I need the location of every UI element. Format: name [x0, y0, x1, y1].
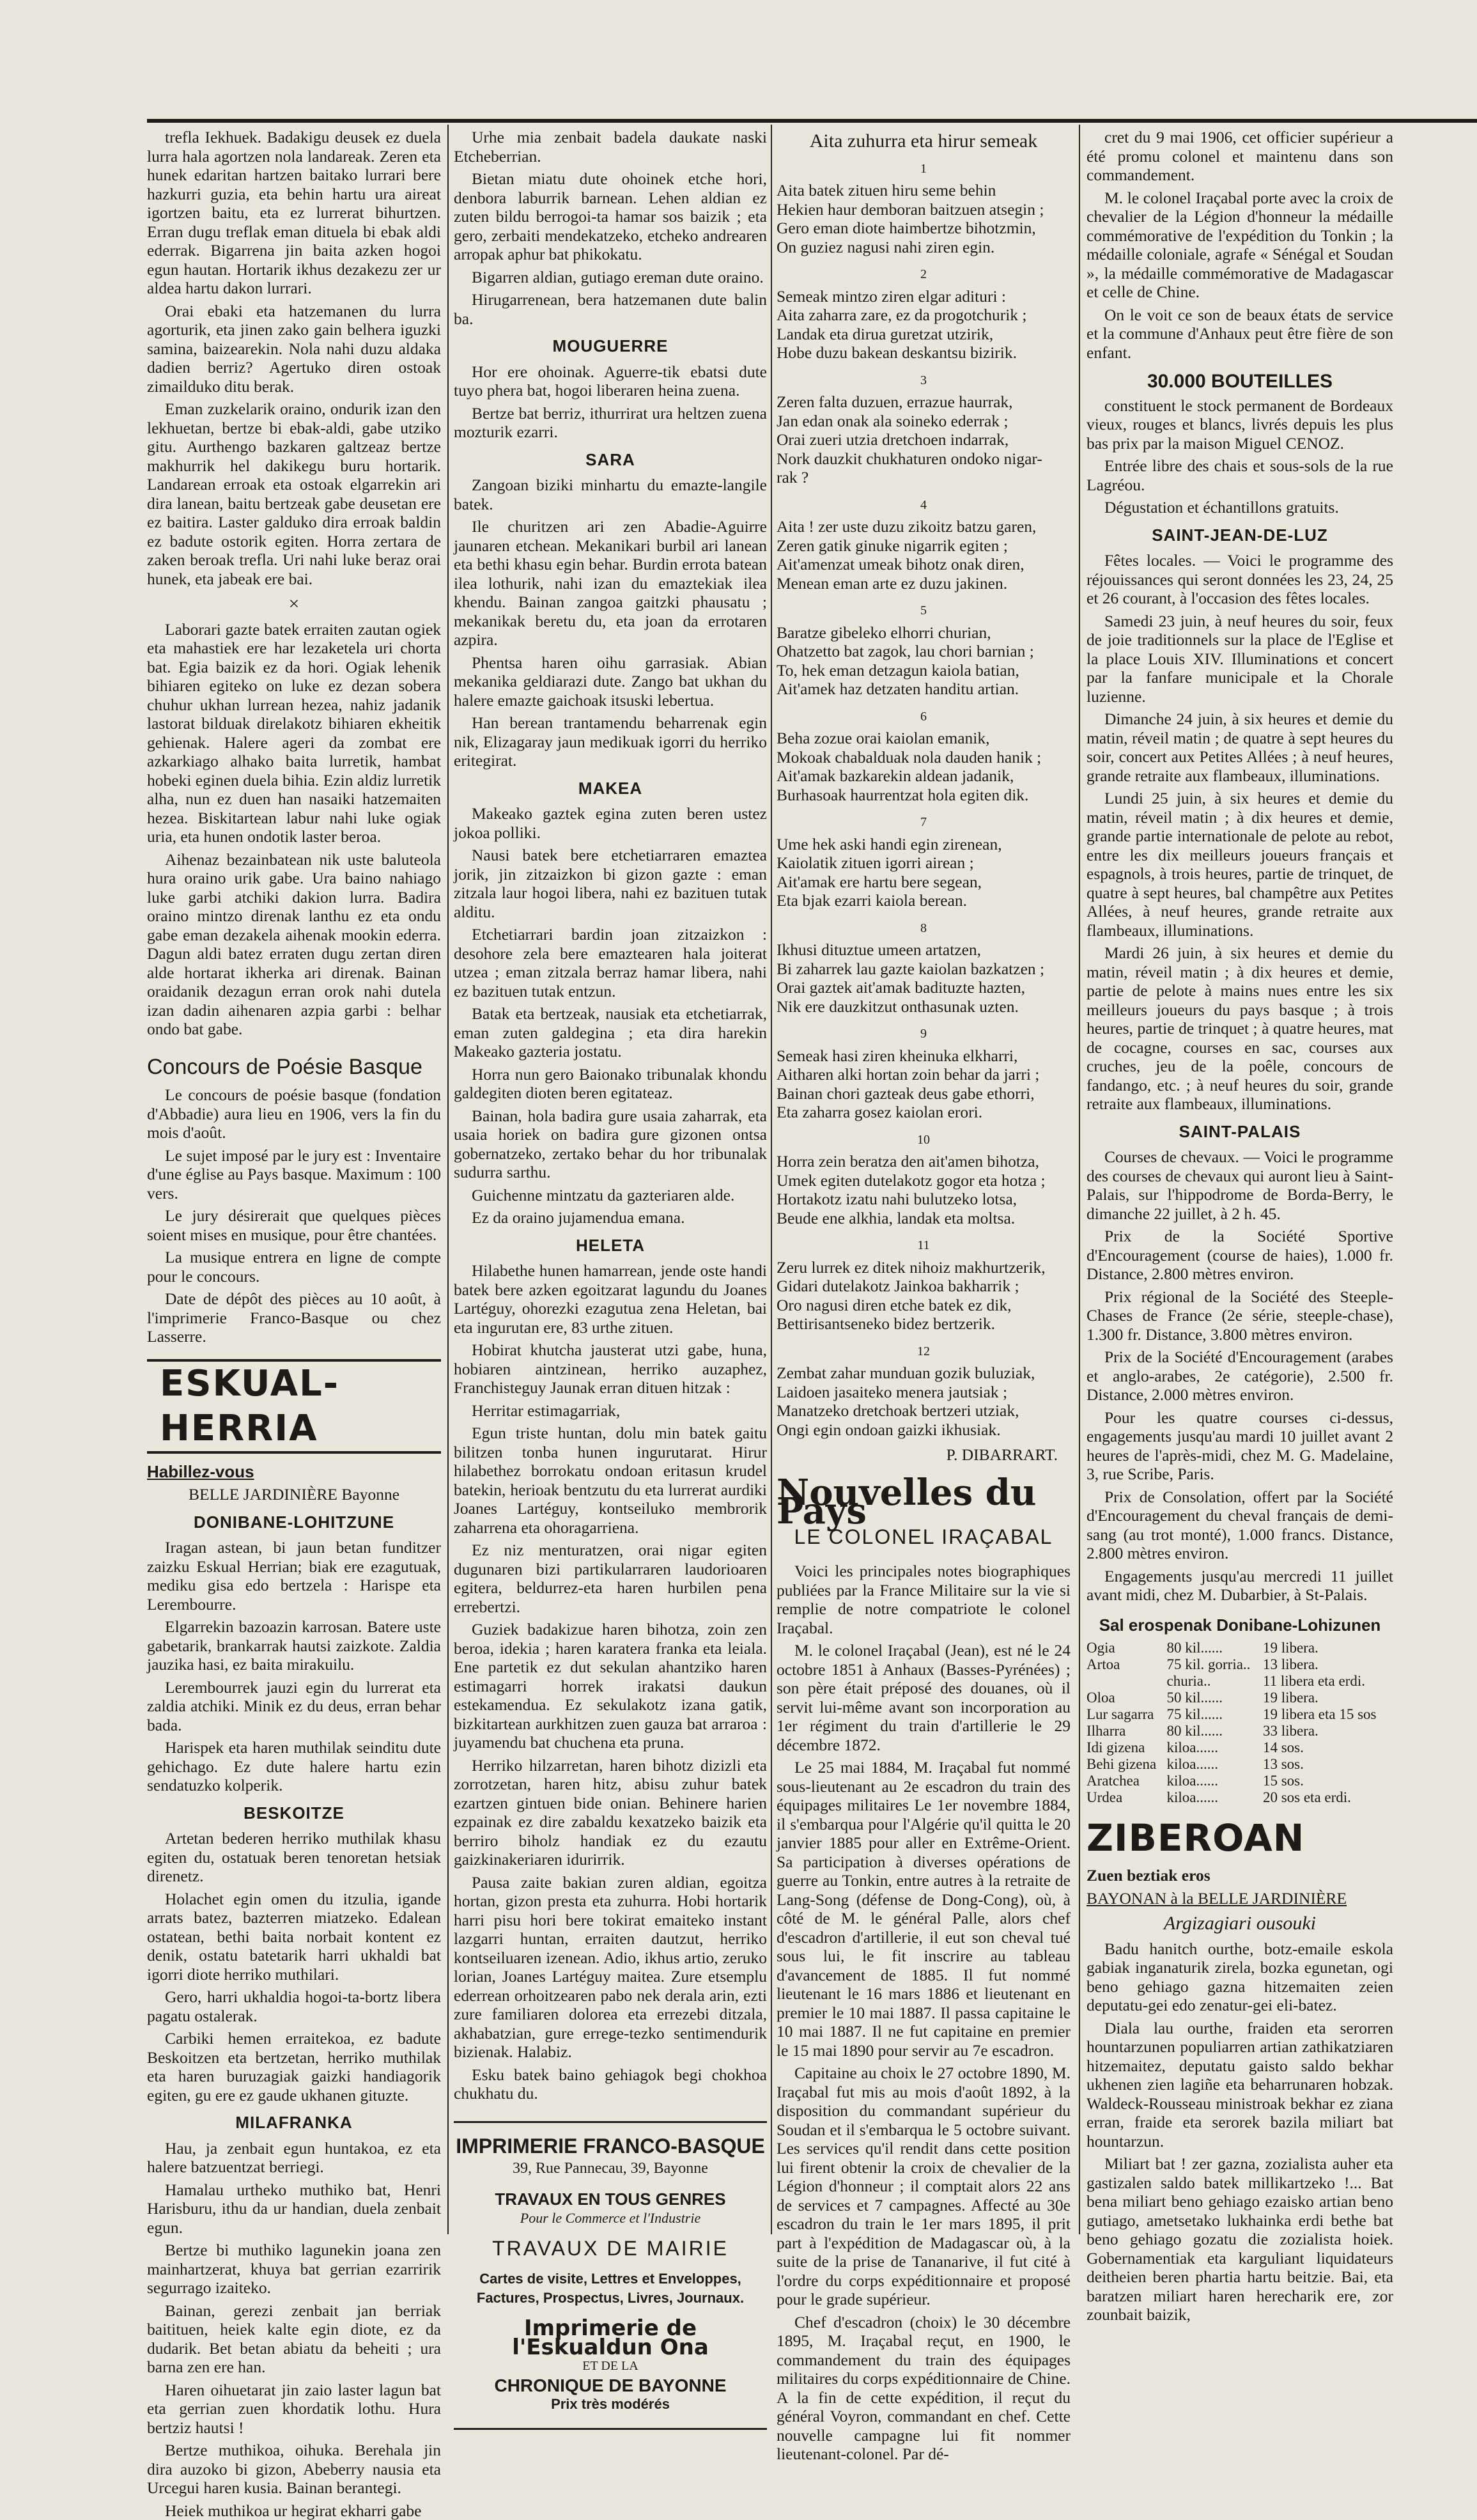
price-cell: 15 sos. — [1263, 1773, 1393, 1789]
poem-line: Beude ene alkhia, landak eta moltsa. — [777, 1209, 1071, 1228]
poem-line: Ume hek aski handi egin zirenean, — [777, 835, 1071, 854]
paragraph: Prix régional de la Société des Steeple-Chases de France (2e série, steeple-chase), 1.300 fr. Distance, 3.800 mètres environ. — [1086, 1287, 1393, 1344]
saint-palais-text — [1086, 1147, 1393, 1605]
price-cell: 19 libera. — [1263, 1690, 1393, 1706]
paragraph: Hor ere ohoinak. Aguerre-tik ebatsi dute tuyo phera bat, hogoi liberaren heina zuena. — [454, 362, 767, 400]
paragraph: On le voit ce son de beaux états de service et la commune d'Anhaux peut être fière de son enfant. — [1086, 306, 1393, 362]
price-cell: 19 libera eta 15 sos — [1263, 1706, 1393, 1723]
paragraph: Nausi batek bere etchetiarraren emaztea jorik, jin zitzaizkon bi gizon gazte : eman zitzala laur hogoi libera, nahi ez bazituen tutak alditu. — [454, 846, 767, 921]
poem-line: Ohatzetto bat zagok, lau chori barnian ; — [777, 642, 1071, 661]
poem-line: Ait'amek haz detzaten handitu artian. — [777, 680, 1071, 699]
poem-line: Bainan chori gazteak deus gabe ethorri, — [777, 1084, 1071, 1103]
poem-line: Gero eman diote haimbertze bihotzmin, — [777, 219, 1071, 238]
eskual-herria-masthead: ESKUAL-HERRIA — [147, 1359, 441, 1454]
paragraph: Engagements jusqu'au mercredi 11 juillet avant midi, chez M. Dubarbier, à St-Palais. — [1086, 1567, 1393, 1605]
makea-text — [454, 804, 767, 1227]
ad-address: 39, Rue Pannecau, 39, Bayonne — [454, 2159, 767, 2179]
saint-jean-de-luz-text — [1086, 551, 1393, 1114]
section-separator: × — [147, 595, 441, 614]
paragraph: Herriko hilzarretan, haren bihotz dizizli eta zorrotzetan, haren hitz, abisu zuhur batek ezartzen gintuen bide onian. Behinere harien ezpainak ez dire zabaldu kexatzeko baizik eta berriro biholz handiak ez du ezautu gaizkinakeriaren idurirrik. — [454, 1756, 767, 1869]
paragraph: Diala lau ourthe, fraiden eta serorren hountarzunen populiarren artian zathikatziaren hitzemaitez, deputatu gaisto saldo bekhar ukhenen zien lagiñe eta beharrunaren hobzak. Waldeck-Rousseau ministroak bekhar ez ziana erran, fraide eta serorek bazila miliart bat hountarzun. — [1086, 2019, 1393, 2151]
price-row — [1086, 1773, 1393, 1789]
poem — [777, 160, 1071, 1440]
paragraph: Voici les principales notes biographiques publiées par la France Militaire sur la vie si remplie de notre compatriote le colonel Iraçabal. — [777, 1562, 1071, 1637]
poem-line: Semeak hasi ziren kheinuka elkharri, — [777, 1046, 1071, 1066]
section-title-makea: MAKEA — [454, 779, 767, 798]
poem-line: Mokoak chabalduak nola dauden hanik ; — [777, 748, 1071, 767]
paragraph: Artetan bederen herriko muthilak khasu egiten du, ostatuak beren tenoretan hetsiak direnetz. — [147, 1829, 441, 1886]
poem-title: Aita zuhurra eta hirur semeak — [777, 132, 1071, 151]
paragraph: Bertze muthikoa, oihuka. Berehala jin dira auzoko bi gizon, Abeberry nausia eta Urcegui haren kusia. Bainan berantegi. — [147, 2441, 441, 2498]
top-rule — [147, 119, 1477, 123]
paragraph: Urhe mia zenbait badela daukate naski Etcheberrian. — [454, 128, 767, 166]
stanza-number: 9 — [777, 1025, 1071, 1044]
poem-line: Aitharen alki hortan zoin behar da jarri ; — [777, 1065, 1071, 1084]
bouteilles-heading: 30.000 BOUTEILLES — [1086, 372, 1393, 391]
poem-line: Orai gaztek ait'amak badituzte hazten, — [777, 978, 1071, 997]
paragraph: Herritar estimagarriak, — [454, 1401, 767, 1420]
price-cell: 19 libera. — [1263, 1640, 1393, 1656]
poem-line: Nik ere dauzkitzut onthasunak uzten. — [777, 997, 1071, 1016]
stanza-number: 4 — [777, 496, 1071, 515]
paragraph: Phentsa haren oihu garrasiak. Abian mekanika geldiarazi dute. Zango bat ukhan du halere emazte gaichoak itsuski lebertua. — [454, 653, 767, 710]
section-title-mouguerre: MOUGUERRE — [454, 337, 767, 356]
price-cell: Ilharra — [1086, 1723, 1166, 1739]
paragraph: Le 25 mai 1884, M. Iraçabal fut nommé sous-lieutenant au 2e escadron du train des équipages militaires Le 1er novembre 1884, il s'embarqua pour l'Algérie qu'il quitta le 20 janvier 1885 pour aller en Extrême-Orient. Sa participation à diverses opérations de guerre au Tonkin, entre autres à la retraite de Lang-Song (défense de Dong-Cong), où, à côté de M. le général Palle, alors chef d'escadron d'artillerie, il eut son cheval tué sous lui, le fit inscrire au tableau d'avancement de 1885. Il fut nommé lieutenant le 16 mars 1886 et lieutenant en premier le 10 mai 1887. Il passa capitaine le 10 mai 1887. Il ne fut capitaine en premier le 15 mai 1890 pour servir au 7e escadron. — [777, 1758, 1071, 2060]
paragraph: Hilabethe hunen hamarrean, jende oste handi batek bere azken egoitzarat lagundu du Joanes Lartéguy, ohorezki ezagutua zena Heletan, bai eta ingurutan ere, 83 urthe zituen. — [454, 1261, 767, 1337]
mouguerre-text — [454, 362, 767, 442]
price-cell: 13 sos. — [1263, 1756, 1393, 1773]
price-cell: kiloa...... — [1166, 1756, 1262, 1773]
poem-line: Ait'amak bazkarekin aldean jadanik, — [777, 766, 1071, 786]
poem-line: Eta bjak ezarri kaiola berean. — [777, 891, 1071, 910]
paragraph: Gero, harri ukhaldia hogoi-ta-bortz libera pagatu ostalerak. — [147, 1987, 441, 2025]
poem-line: Ongi egin ondoan gaizki ikhusiak. — [777, 1420, 1071, 1440]
poem-line: Ait'amak ere hartu bere segean, — [777, 873, 1071, 892]
paragraph: Hobirat khutcha jausterat utzi gabe, huna, hobiaren aintzinean, herriko auzaphez, Franchisteguy Jaunak erran dituen hitzak : — [454, 1341, 767, 1397]
article-text — [147, 620, 441, 1039]
price-row — [1086, 1690, 1393, 1706]
poem-line: Umek egiten dutelakotz gogor eta hotza ; — [777, 1171, 1071, 1190]
ad-mairie: TRAVAUX DE MAIRIE — [454, 2239, 767, 2259]
price-row — [1086, 1723, 1393, 1739]
price-row — [1086, 1756, 1393, 1773]
poem-line: Manatzeko dretchoak bertzeri utziak, — [777, 1401, 1071, 1420]
stanza-number: 10 — [777, 1131, 1071, 1150]
ziberoan-store-line: BAYONAN à la BELLE JARDINIÈRE — [1086, 1889, 1393, 1908]
paragraph: Hirugarrenean, bera hatzemanen dute balin ba. — [454, 290, 767, 328]
colonel-text — [777, 1562, 1071, 2464]
paragraph: Guziek badakizue haren bihotza, zoin zen beroa, idekia ; haren karatera franka eta leiala. Ene partetik ez dut sekulan ahantziko haren estimagarri horrek irakatsi daukun estekamendua. Ez sekulakotz izana gatik, bizkitartean aurkhitzen zuen gauza bat arraroa : juyamendu bat chuchena eta pruna. — [454, 1620, 767, 1752]
poem-line: Aita zaharra zare, ez da progotchurik ; — [777, 306, 1071, 325]
paragraph: Holachet egin omen du itzulia, igande arrats batez, bazterren miatzeko. Edalean ostatean, bethi baita norbait kontent ez denik, ostatu batetarik harri ukhaldi bat igorri diote herriko muthilari. — [147, 1890, 441, 1984]
section-title-beskoitze: BESKOITZE — [147, 1804, 441, 1823]
ad-cartes: Cartes de visite, Lettres et Enveloppes, Factures, Prospectus, Livres, Journaux. — [454, 2269, 767, 2308]
price-cell: 50 kil...... — [1166, 1690, 1262, 1706]
paragraph: Hamalau urtheko muthiko bat, Henri Harisburu, ithu da ur handian, duela zenbait egun. — [147, 2181, 441, 2237]
paragraph: Pausa zaite bakian zuren aldian, egoitza hortan, gizon presta eta zuhurra. Hobi hortarik harri pisu hori bere tokirat emaiteko instant lazgarri huntan, erraiten dautzut, herriko kontseiluaren izenean. Adio, ikhus artio, zeruko lorian, Joanes Lartéguy maitea. Zure etsemplu ederrean orhoitzearen pabo nek derala arin, ezti zure familiaren dolorea eta errezebi ditzala, akhabatzian, gure errege-tezko sentimendurik bizienak. Halabiz. — [454, 1873, 767, 2062]
poem-signature: P. DIBARRART. — [789, 1445, 1058, 1465]
stanza-number: 12 — [777, 1342, 1071, 1362]
column-4 — [1086, 128, 1393, 2231]
price-cell: 80 kil...... — [1166, 1723, 1262, 1739]
paragraph: Bigarren aldian, gutiago ereman dute oraino. — [454, 268, 767, 287]
concours-heading: Concours de Poésie Basque — [147, 1058, 441, 1077]
market-prices-heading: Sal erospenak Donibane-Lohizunen — [1086, 1616, 1393, 1635]
section-title-saint-palais: SAINT-PALAIS — [1086, 1123, 1393, 1142]
article-text — [454, 128, 767, 328]
poem-line: Burhasoak haurrentzat hola egiten dik. — [777, 786, 1071, 805]
ziberoan-masthead: ZIBEROAN — [1086, 1815, 1393, 1861]
stanza-number: 3 — [777, 371, 1071, 391]
ad-eskualdun: Imprimerie de l'Eskualdun Ona — [454, 2319, 767, 2357]
poem-line: Kaiolatik zituen igorri airean ; — [777, 853, 1071, 873]
price-cell: 20 sos eta erdi. — [1263, 1789, 1393, 1806]
argizagi-heading: Argizagiari ousouki — [1086, 1914, 1393, 1933]
paragraph: Pour les quatre courses ci-dessus, engagements jusqu'au mardi 10 juillet avant 2 heures de l'après-midi, chez M. G. Madelaine, 3, rue Scribe, Paris. — [1086, 1408, 1393, 1484]
paragraph: cret du 9 mai 1906, cet officier supérieur a été promu colonel et maintenu dans son commandement. — [1086, 128, 1393, 185]
sara-text — [454, 476, 767, 770]
paragraph: Orai ebaki eta hatzemanen du lurra agorturik, eta jinen zako gain belhera iguzki samina, baizearekin. Nola nahi duzu aldaka dadien berriz? Agertuko diren ostoak zimailduko ditu berak. — [147, 302, 441, 396]
paragraph: Entrée libre des chais et sous-sols de la rue Lagréou. — [1086, 456, 1393, 494]
paragraph: Laborari gazte batek erraiten zautan ogiek eta mahastiek ere har lezaketela uri chorta bat. Egia baizik ez da hori. Ogiak lehenik bihiaren egiteko on luke ez dezan sobera chuhur ukhan lurrean hezea, nahiz jadanik lastorat bilduak direlakotz bihiaren ekheitik gehienak. Halere ageri da zombat ere azkarkiago alhako baita lurretik, hambat hobeki eginen duela bihia. Ezin aldiz lurretik alha, nun ez duen han nasaiki hatzemaiten hezea. Biskitartean labur nahi luke ogiak uria, eta hunen ondotik laster beroa. — [147, 620, 441, 846]
section-title-sara: SARA — [454, 451, 767, 470]
imprimerie-advertisement — [454, 2121, 767, 2430]
price-cell: 33 libera. — [1263, 1723, 1393, 1739]
belle-jardiniere-line: BELLE JARDINIÈRE Bayonne — [147, 1485, 441, 1504]
price-row — [1086, 1706, 1393, 1723]
poem-line: Hobe duzu bakean deskantsu bizirik. — [777, 343, 1071, 362]
price-cell: kiloa...... — [1166, 1789, 1262, 1806]
poem-line: Zeru lurrek ez ditek nihoiz makhurtzerik, — [777, 1258, 1071, 1277]
paragraph: Haren oihuetarat jin zaio laster lagun bat eta gerrian zuen khordatik lothu. Hura bertziz hautsi ! — [147, 2381, 441, 2438]
stanza-number: 5 — [777, 602, 1071, 621]
ad-travaux: TRAVAUX EN TOUS GENRES — [454, 2190, 767, 2209]
poem-line: Hortakotz izatu nahi bulutzeko lotsa, — [777, 1190, 1071, 1209]
price-row — [1086, 1673, 1393, 1690]
ziberoan-text — [1086, 1940, 1393, 2324]
paragraph: Bertze bat berriz, ithurrirat ura heltzen zuena mozturik ezarri. — [454, 404, 767, 442]
paragraph: Egun triste huntan, dolu min batek gaitu bilitzen tonba hunen ingurutarat. Hirur hilabethez borrokatu ondoan eritasun krudel batekin, herioak bentzutu du eta lurrerat aurdiki Joanes Lartéguy, kontseiluko membrorik zaharrena eta ohoragarriena. — [454, 1424, 767, 1537]
paragraph: Elgarrekin bazoazin karrosan. Batere uste gabetarik, brankarrak hautsi zaizkote. Zaldia jauzika hasi, ez baita mirakuilu. — [147, 1617, 441, 1674]
section-title-saint-jean-de-luz: SAINT-JEAN-DE-LUZ — [1086, 526, 1393, 545]
column-divider — [1079, 125, 1080, 2234]
poem-line: Aita batek zituen hiru seme behin — [777, 181, 1071, 200]
paragraph: Etchetiarrari bardin joan zitzaizkon : desohore zela bere emaztearen hala joiterat utzea ; eman zitzala berraz hamar libera, nahi ez bazituen tutak entzun. — [454, 925, 767, 1000]
paragraph: Miliart bat ! zer gazna, zozialista auher eta gastizalen saldo batek millikartzeko !... Bat bena miliart beno gehiago ezaisko artian beno gutiago, ametsetako lukhainka erdi bethe bat beno gehiago gozatu die zozialista hoiek. Gobernamentiak eta karguliant liquidateurs deitheien beren phartia hartu beitzie. Bai, eta baratzen miliart haren herecharik ere, zor zounbait baizik, — [1086, 2154, 1393, 2324]
paragraph: Bietan miatu dute ohoinek etche hori, denbora laburrik barnean. Lehen aldian ez zuten bildu berrogoi-ta hamar sos baizik ; eta gero, zerbaiti mendekatzeko, etcheko andrearen arropak aphur bat phikokatu. — [454, 169, 767, 264]
section-title-heleta: HELETA — [454, 1236, 767, 1256]
poem-line: To, hek eman detzagun kaiola batian, — [777, 661, 1071, 680]
poem-line: Bi zaharrek lau gazte kaiolan bazkatzen ; — [777, 960, 1071, 979]
paragraph: Ez niz menturatzen, orai nigar egiten dugunaren bizi partikularraren laudorioaren egitera, beldurrez-eta haren hurbilen pena errebertzi. — [454, 1541, 767, 1616]
price-cell: Urdea — [1086, 1789, 1166, 1806]
habillez-vous: Habillez-vous — [147, 1463, 441, 1482]
price-row — [1086, 1739, 1393, 1756]
paragraph: Batak eta bertzeak, nausiak eta etchetiarrak, eman zuten galdegina ; eta dira harekin Makeako gazteria jostatu. — [454, 1004, 767, 1061]
concours-text — [147, 1085, 441, 1346]
paragraph: Date de dépôt des pièces au 10 août, à l'imprimerie Franco-Basque ou chez Lasserre. — [147, 1289, 441, 1346]
paragraph: Badu hanitch ourthe, botz-emaile eskola gabiak inganaturik zirela, bozka egunetan, ogi beno gehiago gazna hitzemaiten zeien deputatu-gei edo zenatur-gei eli-batez. — [1086, 1940, 1393, 2015]
donibane-text — [147, 1538, 441, 1795]
poem-line: On guziez nagusi nahi ziren egin. — [777, 238, 1071, 257]
nouvelles-du-pays-heading: Nouvelles du Pays — [777, 1484, 1071, 1521]
price-row — [1086, 1656, 1393, 1673]
paragraph: Le jury désirerait que quelques pièces soient mises en musique, pour être chantées. — [147, 1206, 441, 1244]
paragraph: constituent le stock permanent de Bordeaux vieux, rouges et blancs, livrés depuis les plus bas prix par la maison Miguel CENOZ. — [1086, 396, 1393, 453]
price-cell: 75 kil. gorria.. — [1166, 1656, 1262, 1673]
stanza-number: 2 — [777, 265, 1071, 284]
price-cell: Lur sagarra — [1086, 1706, 1166, 1723]
paragraph: M. le colonel Iraçabal porte avec la croix de chevalier de la Légion d'honneur la médaille commémorative de l'expédition du Tonkin ; la médaille coloniale, agrafe « Sénégal et Soudan », la médaille commémorative de Madagascar et celle de Chine. — [1086, 189, 1393, 302]
paragraph: Prix de la Société d'Encouragement (arabes et anglo-arabes, 2e catégorie), 2.500 fr. Distance, 2.000 mètres environ. — [1086, 1348, 1393, 1404]
price-cell: Idi gizena — [1086, 1739, 1166, 1756]
paragraph: Capitaine au choix le 27 octobre 1890, M. Iraçabal fut mis au mois d'août 1892, à la disposition du commandant supérieur du Soudan et il s'embarqua le 5 octobre suivant. Les services qu'il rendit dans cette position lui firent obtenir la croix de chevalier de la Légion d'honneur ; il comptait alors 22 ans de services et 7 campagnes. Affecté au 30e escadron du train le 1er mars 1895, il prit part à l'expédition de Madagascar où, à la suite de la prise de Tananarive, il fut cité à l'ordre du corps expéditionnaire et proposé pour le grade supérieur. — [777, 2064, 1071, 2309]
paragraph: Han berean trantamendu beharrenak egin nik, Elizagaray jaun medikuak igorri du herriko eritegirat. — [454, 713, 767, 770]
poem-line: Jan edan onak ala soineko ederrak ; — [777, 412, 1071, 431]
price-cell: Behi gizena — [1086, 1756, 1166, 1773]
paragraph: Prix de la Société Sportive d'Encouragement (course de haies), 1.000 fr. Distance, 2.800 mètres environ. — [1086, 1227, 1393, 1284]
price-cell: 75 kil...... — [1166, 1706, 1262, 1723]
paragraph: Iragan astean, bi jaun betan funditzer zaizku Eskual Herrian; biak ere ezagutuak, mediku gisa edo bertzela : Harispe eta Lerembourre. — [147, 1538, 441, 1614]
paragraph: Dégustation et échantillons gratuits. — [1086, 498, 1393, 517]
price-cell: Ogia — [1086, 1640, 1166, 1656]
paragraph: Bainan, hola badira gure usaia zaharrak, eta usaia horiek on badira gure gizonen ontsa gobernatzeko, zertako behar du hor tribunalak sudurra sarthu. — [454, 1107, 767, 1182]
stanza-number: 7 — [777, 813, 1071, 832]
paragraph: Carbiki hemen erraitekoa, ez badute Beskoitzen eta bertzetan, herriko muthilak eta haren buruzagiak gaizki handiagorik egiten, gu ere ez gaude ukhanen gituzte. — [147, 2029, 441, 2104]
price-cell — [1086, 1673, 1166, 1690]
ziberoan-subtitle: Zuen beztiak eros — [1086, 1866, 1393, 1885]
price-cell: Aratchea — [1086, 1773, 1166, 1789]
stanza-number: 8 — [777, 919, 1071, 938]
colonel-text-continued — [1086, 128, 1393, 362]
paragraph: Bainan, gerezi zenbait jan berriak baitituen, heiek kalte egin diote, ez da dudarik. Bet betan abiatu da beheiti ; ura barna zen ere han. — [147, 2301, 441, 2377]
poem-line: Nork dauzkit chukhaturen ondoko nigar- — [777, 449, 1071, 469]
milafranka-text — [147, 2139, 441, 2520]
poem-line: Zeren gatik ginuke nigarrik egiten ; — [777, 536, 1071, 556]
price-cell: 13 libera. — [1263, 1656, 1393, 1673]
poem-line: Zeren falta duzuen, errazue haurrak, — [777, 393, 1071, 412]
paragraph: Le concours de poésie basque (fondation d'Abbadie) aura lieu en 1906, vers la fin du mois d'août. — [147, 1085, 441, 1142]
colonel-heading: LE COLONEL IRAÇABAL — [777, 1528, 1071, 1547]
stanza-number: 11 — [777, 1236, 1071, 1256]
poem-line: Hekien haur demboran baitzuen atsegin ; — [777, 200, 1071, 219]
price-cell: 11 libera eta erdi. — [1263, 1673, 1393, 1690]
ad-prix: Prix très modérés — [454, 2395, 767, 2414]
poem-line: Aita ! zer uste duzu zikoitz batzu garen, — [777, 517, 1071, 536]
section-title-milafranka: MILAFRANKA — [147, 2113, 441, 2133]
stanza-number: 6 — [777, 708, 1071, 727]
column-divider — [447, 125, 449, 2234]
poem-line: Laidoen jasaiteko menera jautsiak ; — [777, 1383, 1071, 1402]
price-row — [1086, 1789, 1393, 1806]
poem-line: Zembat zahar munduan gozik buluziak, — [777, 1364, 1071, 1383]
paragraph: Guichenne mintzatu da gazteriaren alde. — [454, 1186, 767, 1205]
poem-line: Bettirisantseneko bidez bertzerik. — [777, 1314, 1071, 1334]
paragraph: Makeako gaztek egina zuten beren ustez jokoa polliki. — [454, 804, 767, 842]
paragraph: Aihenaz bezainbatean nik uste baluteola hura oraino urik gabe. Ura baino nahiago luke garbi atchiki dakion lurra. Badira oraino mintzo direnak lanthu ez eta ondu gabe eman dezakela aihenak mookin ederra. Dagun aldi batez erraten dugu zertan diren alde hortarat ikherka ari direnak. Bainan oraidanik dezagun erran orok nahi dutela izan dadin aihenaren azpia garbi : belhar ondo bat gabe. — [147, 850, 441, 1039]
paragraph: Chef d'escadron (choix) le 30 décembre 1895, M. Iraçabal reçut, en 1900, le commandement du train des équipages militaires du corps expéditionnaire de Chine. A la fin de cette expédition, il reçut du général Voyron, commandant en chef. Cette nouvelle campagne lui fit nommer lieutenant-colonel. Par dé- — [777, 2313, 1071, 2464]
poem-line: Landak eta dirua guretzat utzirik, — [777, 325, 1071, 344]
price-cell: Oloa — [1086, 1690, 1166, 1706]
market-prices-table — [1086, 1640, 1393, 1806]
paragraph: trefla Iekhuek. Badakigu deusek ez duela lurra hala agortzen nola landareak. Zeren eta hunek edaritan hartzen baitako lurrari bere hazkurri guzia, eta behin hartu ura aireat igortzen baitu, eta ez lurrerat bihurtzen. Erran dugu treflak eman dituela bi ebak aldi ederrak. Bigarrena jin baita azken hogoi egun hautan. Hortarik ikhus dezakezu zer ur aldea hartu dakon lurrari. — [147, 128, 441, 298]
paragraph: Fêtes locales. — Voici le programme des réjouissances qui seront données les 23, 24, 25 et 26 courant, à l'occasion des fêtes locales. — [1086, 551, 1393, 608]
paragraph: Eman zuzkelarik oraino, ondurik izan den lekhuetan, bertze bi ebak-aldi, gabe utziko gitu. Aurthengo bazkaren galtzeaz bertze makhurrik hel dakikegu buru hortarik. Landarean erroak eta ostoak elgarrekin ari dira lanean, baitu bertzeak gabe deusetan ere ez baitira. Laster galduko dira erroak baldin ez badute ostorik egiten. Horra zertara de zaken beroak trefla. Uri nahi luke beraz orai hunek, eta jabeak ere bai. — [147, 400, 441, 588]
paragraph: Bertze bi muthiko lagunekin joana zen mainhartzerat, khuya bat gerrian ezarririk segurrago izaiteko. — [147, 2241, 441, 2298]
column-divider — [771, 125, 772, 2234]
paragraph: Horra nun gero Baionako tribunalak khondu galdegiten dioten beren egitateaz. — [454, 1065, 767, 1103]
poem-line: Beha zozue orai kaiolan emanik, — [777, 729, 1071, 748]
heleta-text — [454, 1261, 767, 2103]
poem-line: Oro nagusi diren etche batek ez dik, — [777, 1296, 1071, 1315]
paragraph: La musique entrera en ligne de compte pour le concours. — [147, 1248, 441, 1286]
price-row — [1086, 1640, 1393, 1656]
poem-line: Ait'amenzat umeak bihotz onak diren, — [777, 555, 1071, 574]
ad-chronique: CHRONIQUE DE BAYONNE — [454, 2376, 767, 2395]
poem-line: Orai zueri utzia dretchoen indarrak, — [777, 430, 1071, 449]
paragraph: Prix de Consolation, offert par la Société d'Encouragement du cheval français de demi-sang (au trot monté), 1.000 francs. Distance, 2.800 mètres environ. — [1086, 1488, 1393, 1563]
poem-line: Menean eman arte ez duzu jakinen. — [777, 574, 1071, 593]
paragraph: Dimanche 24 juin, à six heures et demie du matin, réveil matin ; de quatre à sept heures du soir, concert aux Petites Allées ; à neuf heures, grande retraite aux flambeaux, illuminations. — [1086, 710, 1393, 785]
paragraph: Mardi 26 juin, à six heures et demie du matin, réveil matin ; à dix heures et demie, partie de pelote à mains nues entre les six meilleurs joueurs du pays basque ; à trois heures, partie de trinquet ; à quatre heures, mat de cocagne, courses en sac, courses aux cruches, jeu de la poêle, concours de fandango, etc. ; à neuf heures du soir, grande retraite aux flambeaux, illuminations. — [1086, 944, 1393, 1114]
poem-line: Eta zaharra gosez kaiolan erori. — [777, 1103, 1071, 1122]
paragraph: Le sujet imposé par le jury est : Inventaire d'une église au Pays basque. Maximum : 100 vers. — [147, 1146, 441, 1203]
poem-line: Gidari dutelakotz Jainkoa bakharrik ; — [777, 1277, 1071, 1296]
paragraph: Courses de chevaux. — Voici le programme des courses de chevaux qui auront lieu à Saint-Palais, sur l'hippodrome de Borda-Berry, le dimanche 22 juillet, à 2 h. 45. — [1086, 1147, 1393, 1223]
article-text — [147, 128, 441, 588]
column-2 — [454, 128, 767, 2231]
paragraph: Harispek eta haren muthilak seinditu dute gehichago. Ez dute halere hartu ezin sendatuzko kolperik. — [147, 1738, 441, 1795]
paragraph: Esku batek baino gehiagok begi chokhoa chukhatu du. — [454, 2065, 767, 2103]
paragraph: Heiek muthikoa ur hegirat ekharri gabe — [147, 2501, 441, 2520]
poem-line: rak ? — [777, 468, 1071, 487]
section-title-donibane: DONIBANE-LOHITZUNE — [147, 1513, 441, 1532]
paragraph: Hau, ja zenbait egun huntakoa, ez eta halere batzuentzat berriegi. — [147, 2139, 441, 2177]
ad-title: IMPRIMERIE FRANCO-BASQUE — [454, 2137, 767, 2156]
column-1 — [147, 128, 441, 2231]
paragraph: Zangoan biziki minhartu du emazte-langile batek. — [454, 476, 767, 513]
stanza-number: 1 — [777, 160, 1071, 179]
column-3 — [777, 128, 1071, 2231]
price-cell: Artoa — [1086, 1656, 1166, 1673]
ad-et-de-la: ET DE LA — [454, 2357, 767, 2376]
poem-line: Baratze gibeleko elhorri churian, — [777, 623, 1071, 642]
poem-line: Semeak mintzo ziren elgar adituri : — [777, 287, 1071, 306]
paragraph: Ile churitzen ari zen Abadie-Aguirre jaunaren etchean. Mekanikari burbil ari lanean eta bethi khasu egin behar. Burdin errota batean ilea lothurik, nahi izan du emaztekiak ilea khendu. Bainan zangoa gaitzki phausatu ; mekanikak beretu du, eta joan da errotaren azpira. — [454, 517, 767, 649]
poem-line: Horra zein beratza den ait'amen bihotza, — [777, 1152, 1071, 1171]
beskoitze-text — [147, 1829, 441, 2104]
price-cell: churia.. — [1166, 1673, 1262, 1690]
paragraph: Lerembourrek jauzi egin du lurrerat eta zaldia atchiki. Minik ez du deus, erran behar bada. — [147, 1678, 441, 1735]
paragraph: M. le colonel Iraçabal (Jean), est né le 24 octobre 1851 à Anhaux (Basses-Pyrénées) ; son père était préposé des douanes, où il servit lui-même avant son incorporation au 1er régiment du train d'artillerie le 29 décembre 1872. — [777, 1641, 1071, 1754]
price-cell: 14 sos. — [1263, 1739, 1393, 1756]
bouteilles-text — [1086, 396, 1393, 517]
ad-commerce: Pour le Commerce et l'Industrie — [454, 2209, 767, 2228]
paragraph: Lundi 25 juin, à six heures et demie du matin, réveil matin ; à dix heures et demie, grande partie internationale de pelote au rebot, entre les dix meilleurs joueurs français et espagnols, à trois heures, partie de trinquet, de quatre à sept heures, bal champêtre aux Petites Allées, à neuf heures, grande retraite aux flambeaux, illuminations. — [1086, 789, 1393, 940]
price-cell: kiloa...... — [1166, 1739, 1262, 1756]
paragraph: Ez da oraino jujamendua emana. — [454, 1208, 767, 1227]
paragraph: Samedi 23 juin, à neuf heures du soir, feux de joie traditionnels sur la place de l'Eglise et la place Louis XIV. Illuminations et concert par la fanfare municipale et la Chorale luzienne. — [1086, 612, 1393, 706]
price-cell: kiloa...... — [1166, 1773, 1262, 1789]
poem-line: Ikhusi dituztue umeen artatzen, — [777, 940, 1071, 960]
price-cell: 80 kil...... — [1166, 1640, 1262, 1656]
